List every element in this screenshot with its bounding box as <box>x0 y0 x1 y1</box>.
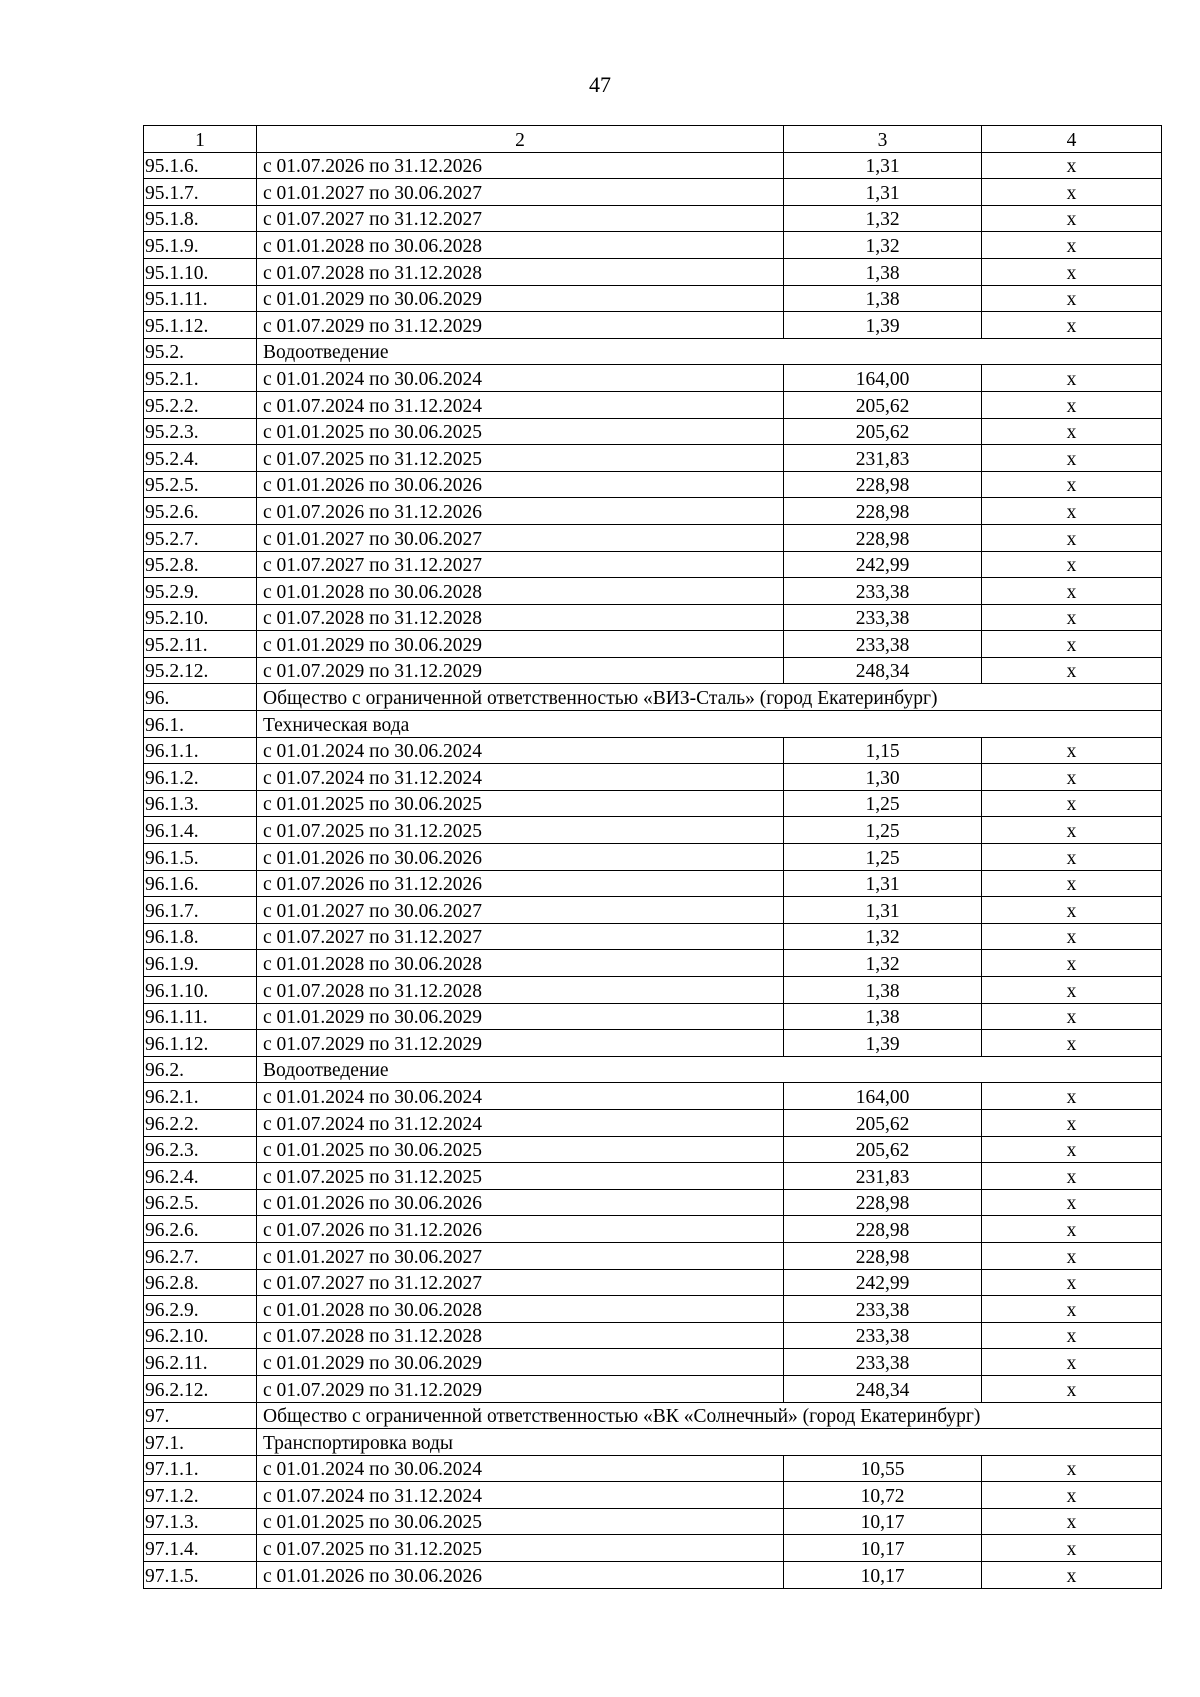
table-row <box>144 524 1162 551</box>
table-row <box>144 950 1162 977</box>
row-number: 97. <box>144 1402 257 1429</box>
row-number: 96.2.5. <box>144 1189 257 1216</box>
mark-cell: х <box>982 232 1162 259</box>
value-cell: 1,38 <box>784 1003 982 1030</box>
mark-cell: х <box>982 1269 1162 1296</box>
row-number: 96.1.5. <box>144 844 257 871</box>
period-cell: с 01.07.2029 по 31.12.2029 <box>257 1030 784 1057</box>
period-cell: с 01.01.2029 по 30.06.2029 <box>257 631 784 658</box>
header-cell: 1 <box>144 126 257 153</box>
period-cell: с 01.01.2025 по 30.06.2025 <box>257 1136 784 1163</box>
table-row <box>144 285 1162 312</box>
table-row <box>144 258 1162 285</box>
row-number: 96.2.11. <box>144 1349 257 1376</box>
row-number: 96.2.10. <box>144 1322 257 1349</box>
value-cell: 1,30 <box>784 764 982 791</box>
section-row <box>144 1056 1162 1083</box>
row-number: 95.1.6. <box>144 152 257 179</box>
row-number: 95.1.10. <box>144 258 257 285</box>
mark-cell: х <box>982 1189 1162 1216</box>
value-cell: 164,00 <box>784 365 982 392</box>
table-row <box>144 471 1162 498</box>
period-cell: с 01.07.2027 по 31.12.2027 <box>257 923 784 950</box>
row-number: 95.2.4. <box>144 445 257 472</box>
value-cell: 1,31 <box>784 152 982 179</box>
value-cell: 1,25 <box>784 790 982 817</box>
mark-cell: х <box>982 844 1162 871</box>
table-row <box>144 1375 1162 1402</box>
value-cell: 1,25 <box>784 817 982 844</box>
tariff-table <box>143 125 1162 1589</box>
period-cell: с 01.07.2026 по 31.12.2026 <box>257 870 784 897</box>
section-row <box>144 711 1162 738</box>
period-cell: с 01.07.2024 по 31.12.2024 <box>257 764 784 791</box>
table-row <box>144 312 1162 339</box>
row-number: 96.1.8. <box>144 923 257 950</box>
table-row <box>144 418 1162 445</box>
table-row <box>144 977 1162 1004</box>
mark-cell: х <box>982 1322 1162 1349</box>
value-cell: 233,38 <box>784 1296 982 1323</box>
table-row <box>144 657 1162 684</box>
table-row <box>144 764 1162 791</box>
row-number: 95.1.8. <box>144 205 257 232</box>
table-row <box>144 232 1162 259</box>
row-number: 96.2.1. <box>144 1083 257 1110</box>
mark-cell: х <box>982 1030 1162 1057</box>
row-number: 95.1.7. <box>144 179 257 206</box>
table-row <box>144 1189 1162 1216</box>
header-row <box>144 126 1162 153</box>
table-row <box>144 1136 1162 1163</box>
mark-cell: х <box>982 152 1162 179</box>
value-cell: 233,38 <box>784 631 982 658</box>
period-cell: с 01.07.2025 по 31.12.2025 <box>257 1163 784 1190</box>
table-row <box>144 365 1162 392</box>
period-cell: с 01.07.2025 по 31.12.2025 <box>257 817 784 844</box>
value-cell: 1,31 <box>784 897 982 924</box>
row-number: 97.1.4. <box>144 1535 257 1562</box>
table-row <box>144 445 1162 472</box>
period-cell: с 01.01.2028 по 30.06.2028 <box>257 578 784 605</box>
row-number: 95.2.8. <box>144 551 257 578</box>
row-number: 97.1.3. <box>144 1508 257 1535</box>
mark-cell: х <box>982 285 1162 312</box>
period-cell: с 01.07.2024 по 31.12.2024 <box>257 391 784 418</box>
mark-cell: х <box>982 950 1162 977</box>
value-cell: 10,17 <box>784 1508 982 1535</box>
value-cell: 1,32 <box>784 205 982 232</box>
value-cell: 228,98 <box>784 1189 982 1216</box>
value-cell: 10,55 <box>784 1455 982 1482</box>
mark-cell: х <box>982 418 1162 445</box>
mark-cell: х <box>982 764 1162 791</box>
table-row <box>144 737 1162 764</box>
mark-cell: х <box>982 1349 1162 1376</box>
mark-cell: х <box>982 205 1162 232</box>
mark-cell: х <box>982 312 1162 339</box>
mark-cell: х <box>982 524 1162 551</box>
row-number: 97.1.2. <box>144 1482 257 1509</box>
value-cell: 1,39 <box>784 312 982 339</box>
period-cell: с 01.01.2027 по 30.06.2027 <box>257 1242 784 1269</box>
table-row <box>144 391 1162 418</box>
mark-cell: х <box>982 790 1162 817</box>
value-cell: 1,25 <box>784 844 982 871</box>
row-number: 95.2.7. <box>144 524 257 551</box>
value-cell: 1,15 <box>784 737 982 764</box>
row-number: 96.2.9. <box>144 1296 257 1323</box>
table-row <box>144 923 1162 950</box>
section-row <box>144 1402 1162 1429</box>
header-cell: 3 <box>784 126 982 153</box>
mark-cell: х <box>982 551 1162 578</box>
value-cell: 248,34 <box>784 1375 982 1402</box>
period-cell: с 01.01.2024 по 30.06.2024 <box>257 737 784 764</box>
row-number: 96.2.2. <box>144 1109 257 1136</box>
period-cell: с 01.01.2027 по 30.06.2027 <box>257 524 784 551</box>
value-cell: 10,72 <box>784 1482 982 1509</box>
section-title: Водоотведение <box>257 338 1162 365</box>
value-cell: 233,38 <box>784 1349 982 1376</box>
value-cell: 1,38 <box>784 285 982 312</box>
period-cell: с 01.07.2027 по 31.12.2027 <box>257 205 784 232</box>
section-row <box>144 684 1162 711</box>
table-body <box>144 126 1162 1589</box>
page-number: 47 <box>589 72 611 97</box>
row-number: 95.1.12. <box>144 312 257 339</box>
section-title: Общество с ограниченной ответственностью «ВИЗ-Сталь» (город Екатеринбург) <box>257 684 1162 711</box>
period-cell: с 01.07.2027 по 31.12.2027 <box>257 1269 784 1296</box>
table-row <box>144 1269 1162 1296</box>
mark-cell: х <box>982 1508 1162 1535</box>
mark-cell: х <box>982 817 1162 844</box>
value-cell: 205,62 <box>784 418 982 445</box>
row-number: 96.2.4. <box>144 1163 257 1190</box>
row-number: 97.1.1. <box>144 1455 257 1482</box>
period-cell: с 01.07.2024 по 31.12.2024 <box>257 1109 784 1136</box>
mark-cell: х <box>982 604 1162 631</box>
period-cell: с 01.01.2027 по 30.06.2027 <box>257 179 784 206</box>
row-number: 96.1.12. <box>144 1030 257 1057</box>
period-cell: с 01.01.2024 по 30.06.2024 <box>257 365 784 392</box>
mark-cell: х <box>982 1455 1162 1482</box>
mark-cell: х <box>982 445 1162 472</box>
value-cell: 1,32 <box>784 232 982 259</box>
period-cell: с 01.01.2026 по 30.06.2026 <box>257 1562 784 1589</box>
period-cell: с 01.01.2025 по 30.06.2025 <box>257 418 784 445</box>
table-row <box>144 1322 1162 1349</box>
table-row <box>144 870 1162 897</box>
period-cell: с 01.01.2024 по 30.06.2024 <box>257 1083 784 1110</box>
table-row <box>144 844 1162 871</box>
row-number: 96.1.1. <box>144 737 257 764</box>
value-cell: 1,31 <box>784 870 982 897</box>
value-cell: 205,62 <box>784 391 982 418</box>
value-cell: 1,38 <box>784 258 982 285</box>
row-number: 96.1.9. <box>144 950 257 977</box>
row-number: 96.2.3. <box>144 1136 257 1163</box>
section-row <box>144 338 1162 365</box>
table-row <box>144 152 1162 179</box>
table-row <box>144 1455 1162 1482</box>
table-row <box>144 1216 1162 1243</box>
mark-cell: х <box>982 977 1162 1004</box>
row-number: 95.2.6. <box>144 498 257 525</box>
mark-cell: х <box>982 897 1162 924</box>
mark-cell: х <box>982 1136 1162 1163</box>
period-cell: с 01.07.2026 по 31.12.2026 <box>257 1216 784 1243</box>
table-row <box>144 498 1162 525</box>
row-number: 95.2.12. <box>144 657 257 684</box>
period-cell: с 01.01.2025 по 30.06.2025 <box>257 1508 784 1535</box>
section-title: Общество с ограниченной ответственностью «ВК «Солнечный» (город Екатеринбург) <box>257 1402 1162 1429</box>
table-row <box>144 897 1162 924</box>
row-number: 96.2.12. <box>144 1375 257 1402</box>
value-cell: 231,83 <box>784 1163 982 1190</box>
row-number: 96.2.8. <box>144 1269 257 1296</box>
period-cell: с 01.07.2026 по 31.12.2026 <box>257 152 784 179</box>
row-number: 96. <box>144 684 257 711</box>
table-row <box>144 631 1162 658</box>
table-row <box>144 1030 1162 1057</box>
value-cell: 1,38 <box>784 977 982 1004</box>
table-row <box>144 1003 1162 1030</box>
row-number: 95.2.3. <box>144 418 257 445</box>
mark-cell: х <box>982 1083 1162 1110</box>
value-cell: 242,99 <box>784 1269 982 1296</box>
table-row <box>144 1482 1162 1509</box>
period-cell: с 01.01.2025 по 30.06.2025 <box>257 790 784 817</box>
table-row <box>144 179 1162 206</box>
table-row <box>144 604 1162 631</box>
value-cell: 228,98 <box>784 524 982 551</box>
row-number: 96.1. <box>144 711 257 738</box>
row-number: 96.1.7. <box>144 897 257 924</box>
header-cell: 2 <box>257 126 784 153</box>
table-row <box>144 1349 1162 1376</box>
section-title: Водоотведение <box>257 1056 1162 1083</box>
mark-cell: х <box>982 657 1162 684</box>
row-number: 96.1.6. <box>144 870 257 897</box>
value-cell: 1,31 <box>784 179 982 206</box>
mark-cell: х <box>982 737 1162 764</box>
row-number: 97.1.5. <box>144 1562 257 1589</box>
mark-cell: х <box>982 1242 1162 1269</box>
mark-cell: х <box>982 365 1162 392</box>
row-number: 95.1.11. <box>144 285 257 312</box>
mark-cell: х <box>982 1375 1162 1402</box>
mark-cell: х <box>982 1003 1162 1030</box>
row-number: 95.2.5. <box>144 471 257 498</box>
mark-cell: х <box>982 391 1162 418</box>
value-cell: 10,17 <box>784 1535 982 1562</box>
mark-cell: х <box>982 1296 1162 1323</box>
value-cell: 164,00 <box>784 1083 982 1110</box>
period-cell: с 01.07.2028 по 31.12.2028 <box>257 258 784 285</box>
value-cell: 1,32 <box>784 923 982 950</box>
mark-cell: х <box>982 631 1162 658</box>
mark-cell: х <box>982 498 1162 525</box>
mark-cell: х <box>982 258 1162 285</box>
value-cell: 1,39 <box>784 1030 982 1057</box>
table-row <box>144 1508 1162 1535</box>
row-number: 96.1.10. <box>144 977 257 1004</box>
row-number: 96.2.7. <box>144 1242 257 1269</box>
value-cell: 205,62 <box>784 1109 982 1136</box>
row-number: 95.2.1. <box>144 365 257 392</box>
period-cell: с 01.07.2029 по 31.12.2029 <box>257 657 784 684</box>
period-cell: с 01.07.2027 по 31.12.2027 <box>257 551 784 578</box>
mark-cell: х <box>982 1216 1162 1243</box>
period-cell: с 01.01.2029 по 30.06.2029 <box>257 285 784 312</box>
period-cell: с 01.01.2029 по 30.06.2029 <box>257 1003 784 1030</box>
value-cell: 233,38 <box>784 578 982 605</box>
value-cell: 228,98 <box>784 1216 982 1243</box>
period-cell: с 01.01.2026 по 30.06.2026 <box>257 844 784 871</box>
table-row <box>144 1083 1162 1110</box>
row-number: 96.1.4. <box>144 817 257 844</box>
row-number: 95.1.9. <box>144 232 257 259</box>
value-cell: 1,32 <box>784 950 982 977</box>
value-cell: 231,83 <box>784 445 982 472</box>
value-cell: 248,34 <box>784 657 982 684</box>
value-cell: 10,17 <box>784 1562 982 1589</box>
value-cell: 228,98 <box>784 471 982 498</box>
mark-cell: х <box>982 1163 1162 1190</box>
period-cell: с 01.07.2028 по 31.12.2028 <box>257 604 784 631</box>
table-row <box>144 1242 1162 1269</box>
mark-cell: х <box>982 1482 1162 1509</box>
row-number: 96.2.6. <box>144 1216 257 1243</box>
row-number: 95.2.9. <box>144 578 257 605</box>
row-number: 96.1.2. <box>144 764 257 791</box>
section-row <box>144 1429 1162 1456</box>
period-cell: с 01.07.2028 по 31.12.2028 <box>257 1322 784 1349</box>
period-cell: с 01.07.2029 по 31.12.2029 <box>257 312 784 339</box>
row-number: 95.2.2. <box>144 391 257 418</box>
period-cell: с 01.07.2025 по 31.12.2025 <box>257 1535 784 1562</box>
row-number: 96.1.3. <box>144 790 257 817</box>
value-cell: 233,38 <box>784 604 982 631</box>
row-number: 97.1. <box>144 1429 257 1456</box>
table-row <box>144 1296 1162 1323</box>
header-cell: 4 <box>982 126 1162 153</box>
value-cell: 228,98 <box>784 498 982 525</box>
section-title: Транспортировка воды <box>257 1429 1162 1456</box>
period-cell: с 01.01.2026 по 30.06.2026 <box>257 471 784 498</box>
row-number: 96.1.11. <box>144 1003 257 1030</box>
period-cell: с 01.01.2027 по 30.06.2027 <box>257 897 784 924</box>
row-number: 96.2. <box>144 1056 257 1083</box>
mark-cell: х <box>982 1535 1162 1562</box>
mark-cell: х <box>982 578 1162 605</box>
period-cell: с 01.01.2026 по 30.06.2026 <box>257 1189 784 1216</box>
value-cell: 242,99 <box>784 551 982 578</box>
table-row <box>144 1535 1162 1562</box>
period-cell: с 01.01.2028 по 30.06.2028 <box>257 232 784 259</box>
section-title: Техническая вода <box>257 711 1162 738</box>
mark-cell: х <box>982 923 1162 950</box>
table-row <box>144 551 1162 578</box>
period-cell: с 01.01.2028 по 30.06.2028 <box>257 1296 784 1323</box>
row-number: 95.2. <box>144 338 257 365</box>
table-row <box>144 790 1162 817</box>
table-row <box>144 1562 1162 1589</box>
value-cell: 228,98 <box>784 1242 982 1269</box>
mark-cell: х <box>982 471 1162 498</box>
mark-cell: х <box>982 1562 1162 1589</box>
period-cell: с 01.01.2024 по 30.06.2024 <box>257 1455 784 1482</box>
table-row <box>144 1163 1162 1190</box>
period-cell: с 01.01.2029 по 30.06.2029 <box>257 1349 784 1376</box>
row-number: 95.2.11. <box>144 631 257 658</box>
table-row <box>144 205 1162 232</box>
period-cell: с 01.07.2028 по 31.12.2028 <box>257 977 784 1004</box>
period-cell: с 01.07.2024 по 31.12.2024 <box>257 1482 784 1509</box>
row-number: 95.2.10. <box>144 604 257 631</box>
period-cell: с 01.07.2026 по 31.12.2026 <box>257 498 784 525</box>
period-cell: с 01.07.2025 по 31.12.2025 <box>257 445 784 472</box>
table-row <box>144 817 1162 844</box>
table-row <box>144 578 1162 605</box>
mark-cell: х <box>982 870 1162 897</box>
mark-cell: х <box>982 1109 1162 1136</box>
period-cell: с 01.01.2028 по 30.06.2028 <box>257 950 784 977</box>
value-cell: 205,62 <box>784 1136 982 1163</box>
value-cell: 233,38 <box>784 1322 982 1349</box>
table-row <box>144 1109 1162 1136</box>
period-cell: с 01.07.2029 по 31.12.2029 <box>257 1375 784 1402</box>
mark-cell: х <box>982 179 1162 206</box>
